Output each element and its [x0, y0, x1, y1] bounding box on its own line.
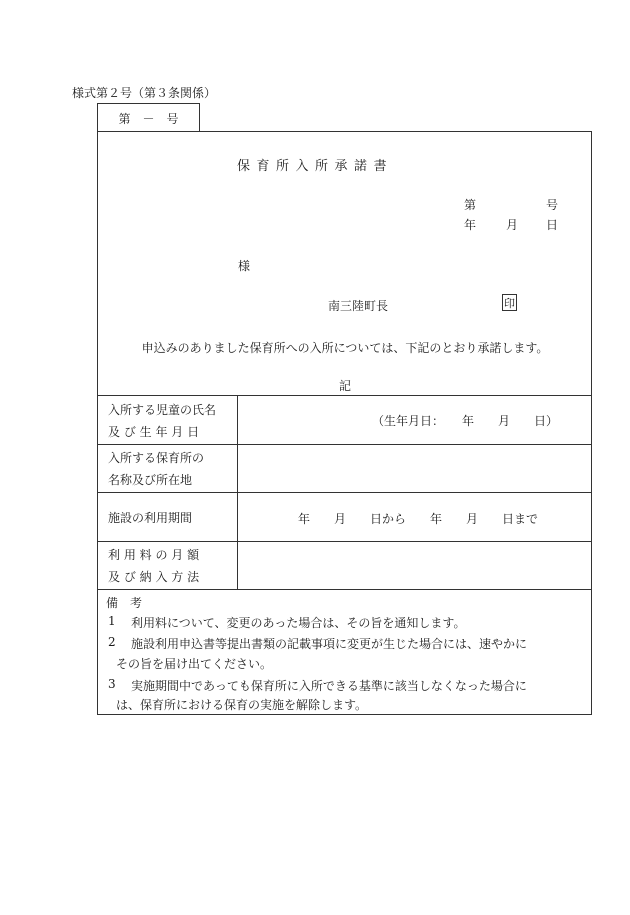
date-day: 日	[546, 218, 559, 232]
label-line: 利 用 料 の 月 額	[108, 548, 200, 562]
remark-text-continued: は、保育所における保育の実施を解除します。	[116, 698, 368, 712]
doc-number-dai: 第	[464, 198, 477, 212]
issuer-name: 南三陸町長	[328, 299, 389, 313]
birthdate-field: （生年月日： 年 月 日）	[372, 414, 559, 428]
table-row-label	[108, 399, 216, 443]
date-year: 年	[464, 218, 477, 232]
certificate-number-text: 第 － 号	[118, 111, 179, 126]
table-row-label	[108, 447, 204, 491]
seal-mark	[502, 294, 517, 311]
form-number-label: 様式第２号（第３条関係）	[72, 86, 217, 100]
table-bottom-border	[97, 589, 592, 590]
remark-number: 2	[108, 635, 116, 649]
remark-text: 施設利用申込書等提出書類の記載事項に変更が生じた場合には、速やかに	[131, 637, 528, 651]
ki-heading: 記	[339, 379, 352, 393]
document-title: 保育所入所承諾書	[236, 159, 393, 174]
seal-text: 印	[504, 296, 515, 310]
remarks-heading: 備 考	[106, 596, 143, 610]
label-line: 施設の利用期間	[108, 511, 193, 525]
remark-number: 1	[108, 614, 116, 628]
table-column-divider	[237, 395, 238, 589]
table-row-divider	[97, 492, 592, 493]
table-row-label	[108, 507, 192, 529]
label-line: 名称及び所在地	[108, 473, 193, 487]
usage-period-field: 年 月 日から 年 月 日まで	[298, 512, 539, 526]
label-line: 及 び 生 年 月 日	[108, 425, 200, 439]
doc-number-go: 号	[546, 198, 559, 212]
label-line: 及 び 納 入 方 法	[108, 570, 200, 584]
table-row-divider	[97, 541, 592, 542]
remark-text: 利用料について、変更のあった場合は、その旨を通知します。	[131, 616, 466, 630]
date-month: 月	[506, 218, 519, 232]
remark-text-continued: その旨を届け出てください。	[116, 657, 273, 671]
remark-number: 3	[108, 677, 116, 691]
table-row-label	[108, 544, 199, 588]
remark-text: 実施期間中であっても保育所に入所できる基準に該当しなくなった場合に	[131, 679, 527, 693]
addressee-suffix: 様	[238, 259, 251, 273]
label-line: 入所する児童の氏名	[108, 403, 217, 417]
approval-statement: 申込みのありました保育所への入所については、下記のとおり承諾します。	[141, 341, 549, 355]
certificate-number-box	[97, 103, 200, 132]
table-top-border	[97, 395, 592, 396]
label-line: 入所する保育所の	[108, 451, 205, 465]
table-row-divider	[97, 444, 592, 445]
